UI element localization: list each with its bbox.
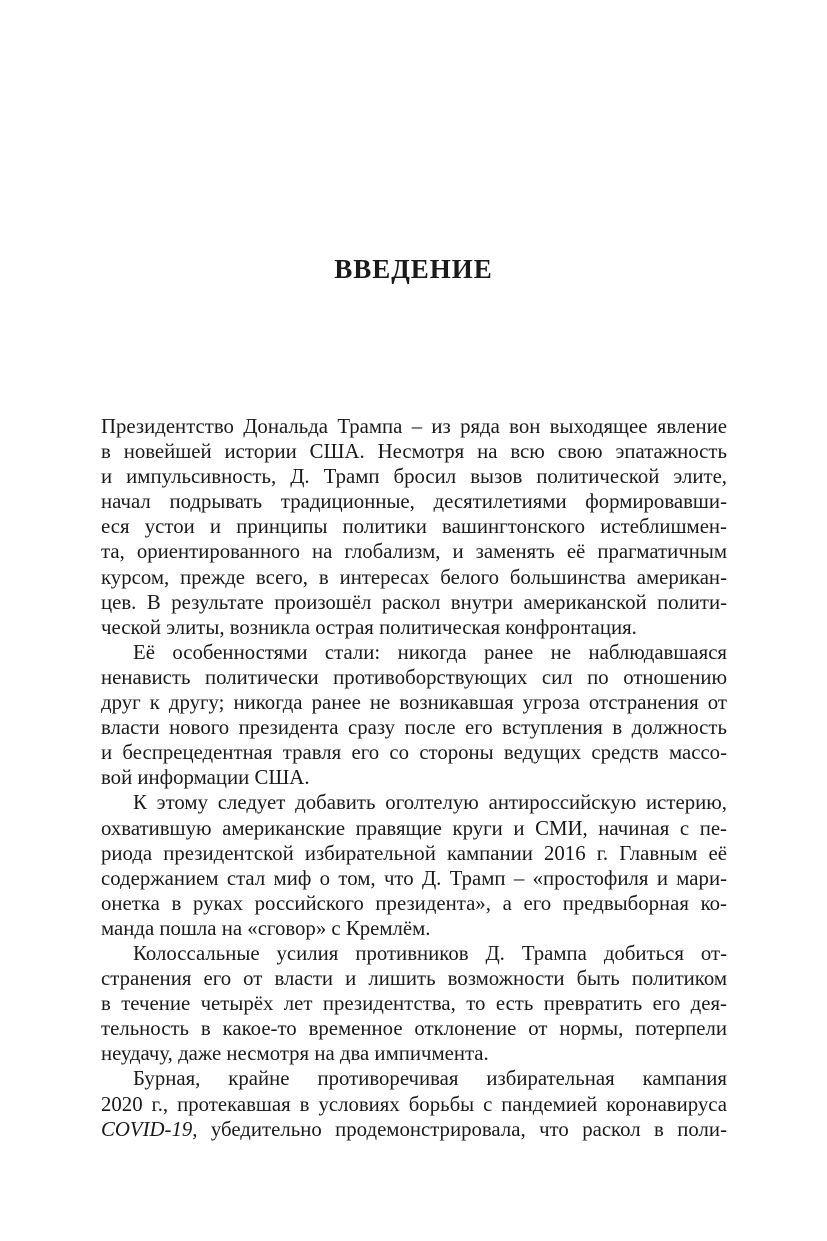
text-line: риода президентской избирательной кампании 2016 г. Главным её — [101, 841, 727, 865]
text-line: ненависть политически противоборствующих сил по отношению — [101, 665, 727, 689]
paragraph-5 — [101, 1066, 727, 1141]
page-title: ВВЕДЕНИЕ — [334, 254, 493, 284]
text-line: еся устои и принципы политики вашингтонского истеблишмен- — [101, 515, 727, 539]
paragraph-2 — [101, 640, 727, 791]
italic-term: COVID-19, — [101, 1117, 198, 1141]
text-line: онетка в руках российского президента», а его предвыборная ко- — [101, 891, 727, 915]
text-line: охватившую американские правящие круги и СМИ, начиная с пе- — [101, 816, 727, 840]
text-line: Президентство Дональда Трампа – из ряда вон выходящее явление — [101, 415, 727, 438]
text-line: в новейшей истории США. Несмотря на всю свою эпатажность — [101, 440, 727, 464]
paragraph-1 — [101, 414, 727, 640]
text-line: неудачу, даже несмотря на два импичмента. — [101, 1042, 489, 1066]
text-line: Её особенностями стали: никогда ранее не наблюдавшаяся — [133, 640, 727, 664]
text-line: цев. В результате произошёл раскол внутри американской полити- — [101, 590, 727, 614]
text-line: власти нового президента сразу после его вступления в должность — [101, 716, 727, 740]
text-line: друг к другу; никогда ранее не возникавшая угроза отстранения от — [101, 691, 727, 715]
text-line: Колоссальные усилия противников Д. Трампа добиться от- — [133, 941, 727, 965]
text-line: в течение четырёх лет президентства, то есть превратить его дея- — [101, 992, 727, 1016]
text-line: тельность в какое-то временное отклонение от нормы, потерпели — [101, 1017, 727, 1041]
text-line: 2020 г., протекавшая в условиях борьбы с пандемией коронавируса — [101, 1092, 727, 1116]
paragraph-3 — [101, 790, 727, 941]
text-line: Бурная, крайне противоречивая избирательная кампания — [133, 1067, 727, 1091]
text-line: курсом, прежде всего, в интересах белого большинства американ- — [101, 565, 727, 589]
text-line: странения его от власти и лишить возможности быть политиком — [101, 967, 727, 991]
text-line: содержанием стал миф о том, что Д. Трамп – «простофиля и мари- — [101, 866, 727, 890]
text-line: начал подрывать традиционные, десятилетиями формировавши- — [101, 490, 727, 514]
text-line: и беспрецедентная травля его со стороны ведущих средств массо- — [101, 741, 727, 765]
text-line: вой информации США. — [101, 766, 310, 790]
paragraph-4 — [101, 941, 727, 1066]
text-line: и импульсивность, Д. Трамп бросил вызов политической элите, — [101, 465, 727, 489]
text-line: К этому следует добавить оголтелую антироссийскую истерию, — [133, 791, 727, 815]
body-text — [101, 414, 727, 1142]
text-fragment: убедительно продемонстрировала, что раскол в поли- — [197, 1117, 727, 1141]
text-line: манда пошла на «сговор» с Кремлём. — [101, 916, 431, 940]
text-line: та, ориентированного на глобализм, и заменять её прагматичным — [101, 540, 727, 564]
text-line — [101, 1117, 727, 1142]
text-line: ческой элиты, возникла острая политическая конфронтация. — [101, 615, 637, 639]
